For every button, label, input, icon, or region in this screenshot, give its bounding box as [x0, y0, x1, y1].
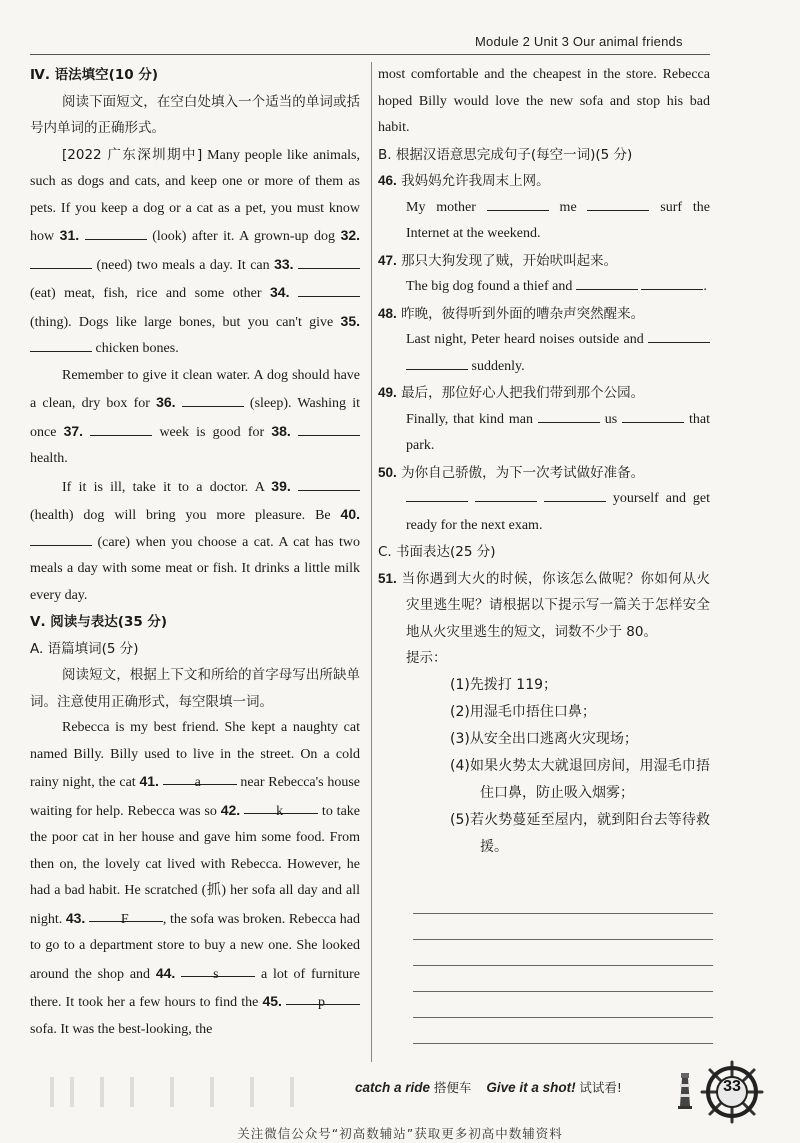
section-b-title: B. 根据汉语意思完成句子(每空一词)(5 分): [378, 146, 633, 163]
section-a-title: A. 语篇填词(5 分): [30, 640, 139, 657]
tips-list: [450, 672, 710, 861]
passage-1-paragraph-2: Remember to give it clean water. A dog should have a clean, dry box for 36. (sleep). Washing it once 37. week is good for 38. health.: [30, 367, 361, 466]
answer-blank-48-1[interactable]: [648, 328, 710, 343]
answer-blank-47-2[interactable]: [641, 275, 703, 290]
section-4-instructions: 阅读下面短文，在空白处填入一个适当的单词或括号内单词的正确形式。: [30, 93, 360, 136]
question-39-number: 39.: [271, 477, 291, 494]
left-column: [30, 62, 360, 1043]
question-47-sentence: The big dog found a thief and .: [378, 274, 710, 301]
writing-line-1[interactable]: [413, 913, 713, 914]
answer-blank-37[interactable]: [90, 421, 152, 436]
footer-slogans: [355, 1078, 622, 1096]
give-it-a-shot-text: Give it a shot!: [486, 1080, 576, 1095]
watermark-note: 关注微信公众号“初高数辅站”获取更多初高中数辅资料: [237, 1126, 563, 1141]
answer-blank-50-2[interactable]: [475, 487, 537, 502]
answer-blank-45[interactable]: [286, 990, 360, 1010]
answer-blank-48-2[interactable]: [406, 355, 468, 370]
question-32-number: 32.: [340, 227, 361, 243]
tip-3: (3)从安全出口逃离火灾现场；: [450, 730, 638, 747]
answer-blank-49-1[interactable]: [538, 408, 600, 423]
question-42-number: 42.: [220, 801, 241, 818]
answer-blank-44[interactable]: [181, 962, 255, 982]
answer-blank-46-2[interactable]: [587, 196, 649, 211]
answer-blank-42[interactable]: [244, 799, 318, 819]
question-48-number: 48.: [378, 305, 397, 321]
section-c-title: C. 书面表达(25 分): [378, 544, 496, 560]
answer-blank-32[interactable]: [30, 254, 92, 269]
column-divider: [371, 62, 372, 1062]
initial-letter-45: p: [318, 995, 326, 1010]
question-35-number: 35.: [340, 312, 360, 329]
question-50-prompt: 50. 为你自己骄傲，为下一次考试做好准备。: [378, 464, 645, 481]
writing-line-4[interactable]: [413, 991, 713, 992]
question-44-number: 44.: [155, 964, 176, 981]
passage-2-continuation: most comfortable and the cheapest in the store. Rebecca hoped Billy would love the new sofa and stop his bad habit.: [378, 67, 710, 135]
tip-4: (4)如果火势太大就退回房间，用湿毛巾捂住口鼻，防止吸入烟雾；: [450, 757, 710, 801]
question-37-number: 37.: [63, 422, 84, 439]
answer-blank-46-1[interactable]: [487, 196, 549, 211]
answer-blank-41[interactable]: [163, 770, 237, 790]
lighthouse-icon: [676, 1070, 694, 1110]
passage-1-paragraph-1: [2022 广东深圳期中] Many people like animals, such as dogs and cats, and keep one or more of them as pets. If you keep a dog or a cat as a pet, you must know how 31. (look) after it. A grown-up dog 32. (need) two meals a day. It can 33. (eat) meat, fish, rice and some other 34. (thing). Dogs like large bones, but you can't give 35. chicken bones.: [30, 146, 361, 356]
passage-2: Rebecca is my best friend. She kept a naughty cat named Billy. Billy used to live in the street. On a cold rainy night, the cat 41. a near Rebecca's house waiting for help. Rebecca was so 42. k to take the poor cat in her house and gave him some food. From then on, the lovely cat lived with Rebecca. However, he had a bad habit. He scratched (抓) her sofa all day and all night. 43. F , the sofa was broken. Rebecca had to go to a department store to buy a new one. She looked around the shop and 44. s a lot of furniture there. It took her a few hours to find the 45. p sofa. It was the best-looking, the: [30, 720, 361, 1037]
answer-blank-49-2[interactable]: [622, 408, 684, 423]
question-36-number: 36.: [156, 394, 176, 410]
writing-line-3[interactable]: [413, 965, 713, 966]
initial-letter-43: F: [120, 911, 129, 927]
section-4-title: Ⅳ. 语法填空(10 分): [30, 67, 158, 83]
question-46-number: 46.: [378, 173, 397, 188]
answer-blank-34[interactable]: [298, 282, 360, 297]
initial-letter-41: a: [194, 775, 201, 790]
right-column: [378, 62, 710, 861]
question-51-number: 51.: [378, 570, 397, 586]
question-48-prompt: 48. 昨晚，彼得听到外面的嘈杂声突然醒来。: [378, 305, 645, 322]
give-it-a-shot-cn: 试试看!: [579, 1080, 622, 1095]
answer-blank-38[interactable]: [298, 421, 360, 436]
question-40-number: 40.: [340, 506, 360, 522]
question-33-number: 33.: [274, 255, 294, 272]
decorative-pattern: [40, 1072, 340, 1112]
question-50-number: 50.: [378, 464, 397, 480]
question-31-number: 31.: [59, 227, 80, 243]
answer-blank-47-1[interactable]: [576, 275, 638, 290]
initial-letter-42: k: [276, 803, 284, 819]
tip-2: (2)用湿毛巾捂住口鼻；: [450, 703, 596, 720]
question-46-sentence: My mother me surf the Internet at the weekend.: [378, 195, 710, 248]
page-number: 33: [723, 1078, 741, 1095]
writing-line-6[interactable]: [413, 1043, 713, 1044]
initial-letter-44: s: [213, 966, 219, 982]
source-tag: [2022 广东深圳期中]: [62, 146, 203, 163]
tips-label: 提示：: [406, 650, 447, 666]
running-header: Module 2 Unit 3 Our animal friends: [475, 34, 683, 49]
question-49-prompt: 49. 最后，那位好心人把我们带到那个公园。: [378, 385, 645, 401]
answer-blank-35[interactable]: [30, 337, 92, 352]
section-5-title: Ⅴ. 阅读与表达(35 分): [30, 614, 168, 630]
answer-blank-36[interactable]: [182, 392, 244, 407]
question-51-prompt: 51. 当你遇到大火的时候，你该怎么做呢？你如何从火灾里逃生呢？请根据以下提示写一篇关于怎样安全地从火灾里逃生的短文，词数不少于 80。: [378, 570, 711, 640]
question-34-number: 34.: [270, 284, 290, 300]
question-46-prompt: 46. 我妈妈允许我周末上网。: [378, 173, 550, 189]
question-48-sentence: Last night, Peter heard noises outside and suddenly.: [378, 327, 710, 380]
header-rule: [30, 54, 710, 55]
question-50-sentence: yourself and get ready for the next exam.: [378, 486, 710, 539]
question-49-sentence: Finally, that kind man us that park.: [378, 407, 710, 460]
question-43-number: 43.: [65, 909, 86, 926]
answer-blank-50-3[interactable]: [544, 487, 606, 502]
question-49-number: 49.: [378, 385, 397, 400]
tip-5: (5)若火势蔓延至屋内，就到阳台去等待救援。: [450, 811, 710, 855]
question-47-number: 47.: [378, 252, 397, 268]
question-47-prompt: 47. 那只大狗发现了贼，开始吠叫起来。: [378, 252, 618, 269]
tip-1: (1)先拨打 119；: [450, 676, 558, 693]
section-a-instructions: 阅读短文，根据上下文和所给的首字母写出所缺单词。注意使用正确形式，每空限填一词。: [30, 667, 360, 710]
writing-line-2[interactable]: [413, 939, 713, 940]
writing-line-5[interactable]: [413, 1017, 713, 1018]
answer-blank-43[interactable]: [89, 907, 163, 927]
question-41-number: 41.: [139, 773, 159, 789]
answer-blank-50-1[interactable]: [406, 487, 468, 502]
question-38-number: 38.: [271, 422, 291, 439]
answer-blank-31[interactable]: [85, 225, 147, 240]
catch-a-ride-text: catch a ride: [355, 1080, 431, 1095]
answer-blank-40[interactable]: [30, 531, 92, 546]
answer-blank-33[interactable]: [298, 254, 360, 269]
question-45-number: 45.: [262, 993, 282, 1009]
answer-blank-39[interactable]: [298, 476, 360, 491]
passage-1-paragraph-3: If it is ill, take it to a doctor. A 39. (health) dog will bring you more pleasure. Be 40. (care) when you choose a cat. A cat has two meals a day with some meat or fish. It drinks a little milk every day.: [30, 477, 361, 603]
catch-a-ride-cn: 搭便车: [433, 1080, 472, 1095]
